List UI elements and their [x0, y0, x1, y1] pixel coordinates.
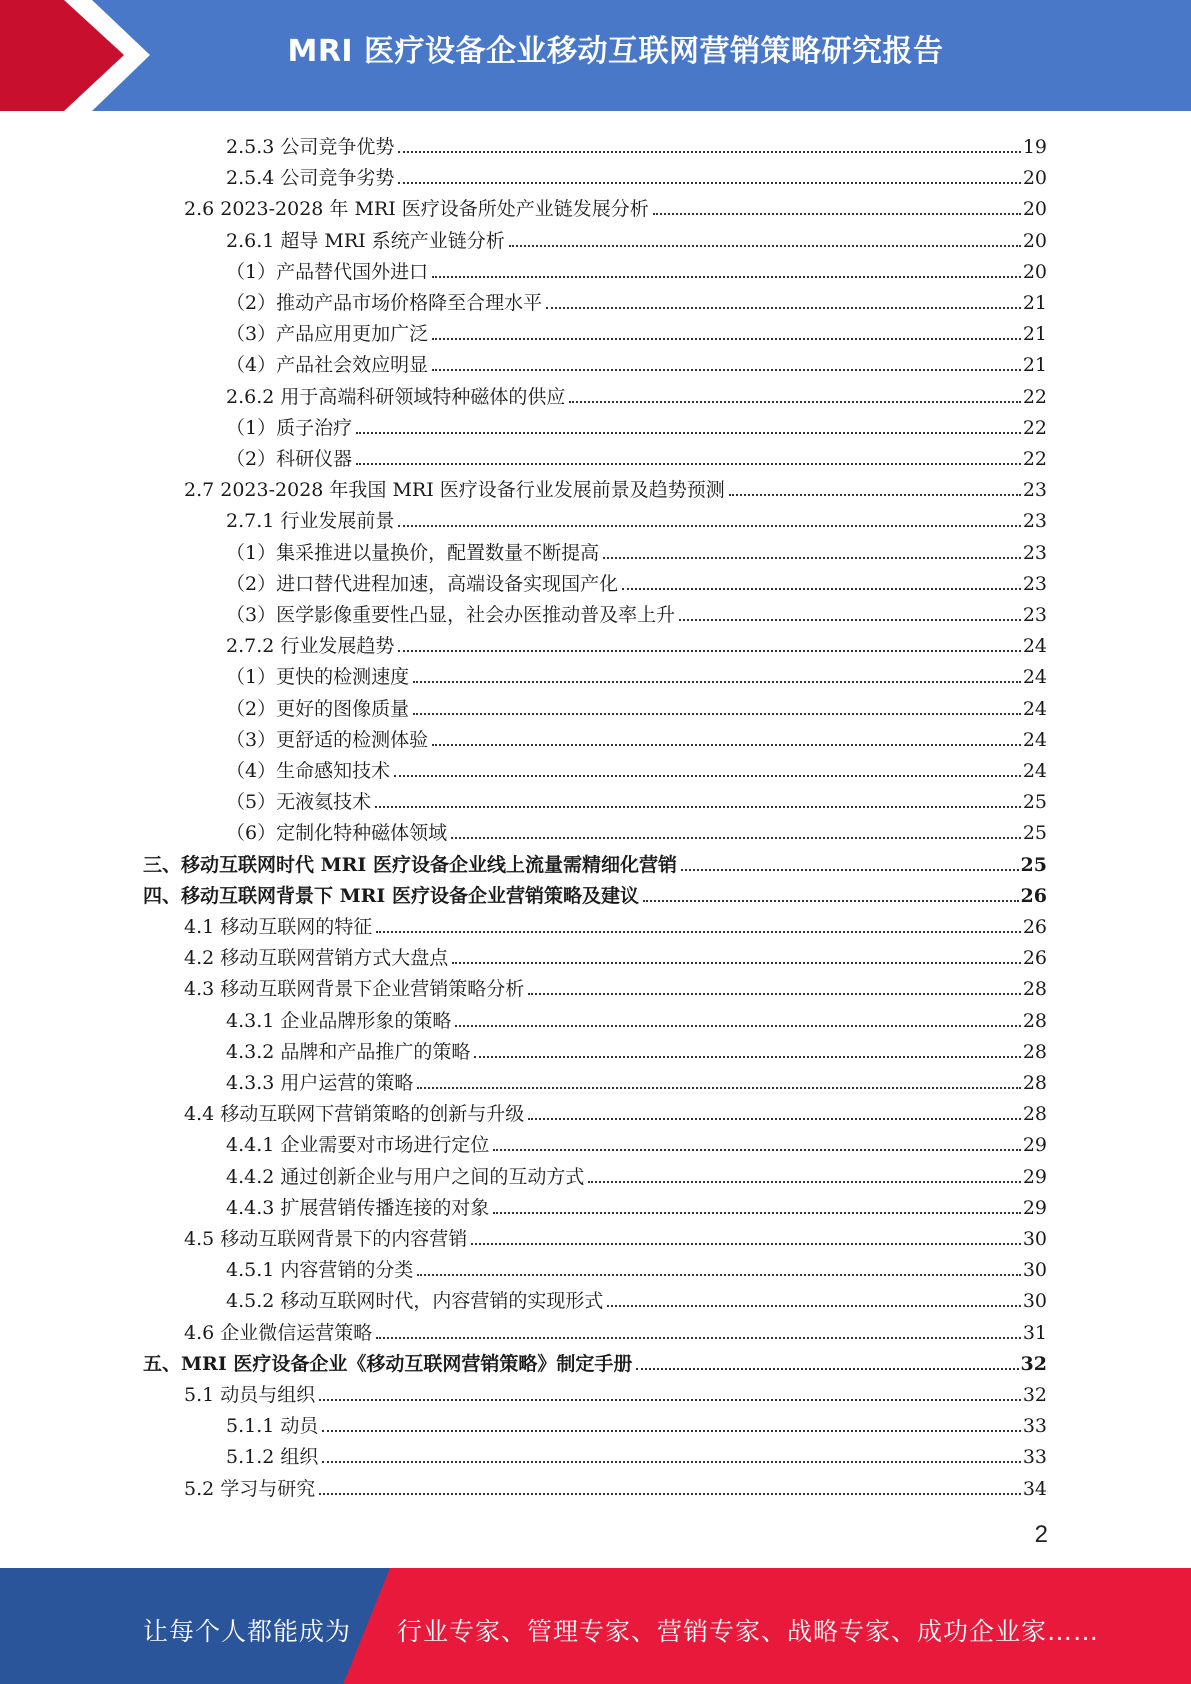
toc-entry-page: 26 — [1022, 947, 1047, 970]
toc-entry-page: 28 — [1022, 1072, 1047, 1094]
toc-dot-leader — [319, 1399, 1021, 1401]
toc-entry[interactable] — [226, 377, 1047, 408]
toc-entry-page: 29 — [1022, 1196, 1047, 1219]
toc-entry[interactable] — [143, 1344, 1047, 1375]
toc-dot-leader — [493, 1149, 1020, 1151]
toc-entry-label: （1）更快的检测速度 — [226, 666, 410, 689]
toc-dot-leader — [398, 650, 1020, 652]
toc-entry[interactable] — [226, 1437, 1047, 1468]
toc-dot-leader — [455, 1025, 1020, 1027]
toc-entry-page: 24 — [1022, 635, 1047, 658]
toc-entry[interactable] — [226, 1032, 1047, 1063]
toc-entry-label: （2）进口替代进程加速，高端设备实现国产化 — [226, 572, 619, 595]
toc-entry[interactable] — [184, 1375, 1047, 1406]
toc-entry-label: （3）更舒适的检测体验 — [226, 728, 429, 751]
toc-entry-page: 23 — [1022, 479, 1047, 502]
toc-dot-leader — [451, 837, 1021, 839]
toc-entry-label: 四、移动互联网背景下 MRI 医疗设备企业营销策略及建议 — [143, 884, 639, 907]
toc-dot-leader — [569, 401, 1020, 403]
toc-entry-label: 4.6 企业微信运营策略 — [184, 1321, 373, 1344]
toc-entry-page: 30 — [1022, 1228, 1047, 1250]
toc-entry[interactable] — [226, 221, 1047, 252]
toc-entry[interactable] — [226, 595, 1047, 626]
toc-entry-page: 22 — [1022, 448, 1047, 470]
toc-entry-page: 23 — [1022, 604, 1047, 626]
toc-entry-page: 22 — [1022, 416, 1047, 439]
toc-entry[interactable] — [184, 189, 1047, 220]
footer-slogan-left: 让每个人都能成为 — [143, 1617, 352, 1646]
toc-dot-leader — [546, 307, 1021, 309]
toc-entry[interactable] — [226, 533, 1047, 564]
toc-entry-label: 4.5.2 移动互联网时代，内容营销的实现形式 — [226, 1290, 604, 1313]
toc-entry-page: 33 — [1022, 1415, 1047, 1438]
toc-entry-label: 4.4.3 扩展营销传播连接的对象 — [226, 1196, 490, 1219]
footer-slogan-right: 行业专家、管理专家、营销专家、战略专家、成功企业家…… — [397, 1617, 1100, 1646]
toc-entry-page: 20 — [1022, 167, 1047, 190]
toc-entry-label: 2.6.2 用于高端科研领域特种磁体的供应 — [226, 385, 566, 408]
toc-entry-page: 22 — [1022, 385, 1047, 408]
toc-entry[interactable] — [184, 1094, 1047, 1125]
toc-dot-leader — [376, 931, 1021, 933]
toc-entry[interactable] — [184, 1469, 1047, 1500]
toc-entry-page: 28 — [1022, 1040, 1047, 1063]
toc-entry-page: 28 — [1022, 978, 1047, 1001]
toc-dot-leader — [681, 869, 1019, 871]
toc-entry-page: 24 — [1022, 728, 1047, 751]
header-banner — [0, 0, 1191, 111]
toc-dot-leader — [528, 993, 1021, 995]
toc-entry-label: 4.4 移动互联网下营销策略的创新与升级 — [184, 1103, 525, 1126]
toc-entry-label: 5.1.1 动员 — [226, 1415, 319, 1438]
toc-entry-page: 23 — [1022, 541, 1047, 564]
toc-dot-leader — [509, 245, 1021, 247]
toc-entry-label: （3）产品应用更加广泛 — [226, 323, 429, 346]
toc-entry-label: 5.1.2 组织 — [226, 1446, 319, 1469]
toc-entry-label: 4.2 移动互联网营销方式大盘点 — [184, 947, 449, 970]
toc-entry[interactable] — [226, 252, 1047, 283]
toc-dot-leader — [398, 151, 1020, 153]
toc-dot-leader — [432, 744, 1021, 746]
toc-dot-leader — [322, 1430, 1020, 1432]
toc-dot-leader — [417, 1087, 1020, 1089]
toc-entry-label: 2.7.2 行业发展趋势 — [226, 635, 395, 658]
toc-entry[interactable] — [184, 1219, 1047, 1250]
toc-entry-page: 32 — [1020, 1352, 1047, 1375]
toc-dot-leader — [413, 713, 1021, 715]
toc-dot-leader — [432, 338, 1021, 340]
toc-entry-label: 4.3.1 企业品牌形象的策略 — [226, 1009, 452, 1032]
toc-entry-label: 2.5.3 公司竞争优势 — [226, 136, 395, 158]
toc-entry[interactable] — [226, 439, 1047, 470]
toc-entry-page: 34 — [1022, 1477, 1047, 1500]
toc-entry[interactable] — [226, 283, 1047, 314]
toc-entry[interactable] — [226, 813, 1047, 844]
toc-entry-label: 五、MRI 医疗设备企业《移动互联网营销策略》制定手册 — [143, 1352, 633, 1375]
toc-entry-label: 4.5 移动互联网背景下的内容营销 — [184, 1228, 468, 1250]
toc-entry[interactable] — [226, 408, 1047, 439]
toc-dot-leader — [432, 369, 1021, 371]
toc-entry-label: （2）科研仪器 — [226, 448, 353, 470]
toc-entry-page: 23 — [1022, 572, 1047, 595]
toc-entry-label: 4.4.1 企业需要对市场进行定位 — [226, 1134, 490, 1157]
toc-dot-leader — [398, 182, 1020, 184]
toc-dot-leader — [679, 619, 1021, 621]
toc-dot-leader — [622, 588, 1021, 590]
toc-dot-leader — [729, 494, 1021, 496]
toc-entry[interactable] — [226, 1063, 1047, 1094]
toc-entry-page: 23 — [1022, 510, 1047, 533]
toc-entry-page: 26 — [1022, 916, 1047, 938]
toc-entry-page: 20 — [1022, 198, 1047, 221]
toc-entry-page: 33 — [1022, 1446, 1047, 1469]
toc-dot-leader — [643, 900, 1019, 902]
toc-entry-page: 26 — [1020, 884, 1047, 907]
toc-entry-label: 4.5.1 内容营销的分类 — [226, 1259, 414, 1282]
toc-entry-label: （4）生命感知技术 — [226, 760, 391, 782]
toc-entry-page: 20 — [1022, 260, 1047, 283]
toc-entry-label: 2.7 2023-2028 年我国 MRI 医疗设备行业发展前景及趋势预测 — [184, 479, 725, 502]
toc-entry-page: 24 — [1022, 760, 1047, 782]
toc-dot-leader — [588, 1181, 1020, 1183]
toc-entry[interactable] — [226, 127, 1047, 158]
toc-dot-leader — [432, 276, 1021, 278]
toc-entry-label: （1）集采推进以量换价，配置数量不断提高 — [226, 541, 600, 564]
toc-entry-page: 21 — [1022, 292, 1047, 314]
toc-dot-leader — [417, 1274, 1020, 1276]
toc-entry-label: （2）推动产品市场价格降至合理水平 — [226, 292, 543, 314]
toc-entry-page: 24 — [1022, 697, 1047, 720]
toc-entry-page: 25 — [1022, 791, 1047, 814]
toc-entry[interactable] — [226, 564, 1047, 595]
toc-entry-page: 29 — [1022, 1165, 1047, 1188]
toc-entry-label: 2.6.1 超导 MRI 系统产业链分析 — [226, 229, 505, 252]
toc-dot-leader — [603, 557, 1021, 559]
toc-entry[interactable] — [143, 845, 1047, 876]
toc-dot-leader — [394, 775, 1021, 777]
toc-entry[interactable] — [226, 657, 1047, 688]
toc-dot-leader — [474, 1056, 1020, 1058]
toc-entry[interactable] — [226, 720, 1047, 751]
toc-entry-label: （4）产品社会效应明显 — [226, 354, 429, 377]
toc-entry-page: 19 — [1022, 136, 1047, 158]
toc-entry-page: 31 — [1022, 1321, 1047, 1344]
toc-dot-leader — [528, 1118, 1021, 1120]
toc-entry-page: 25 — [1020, 853, 1047, 876]
footer-banner — [0, 1568, 1191, 1684]
toc-entry[interactable] — [226, 782, 1047, 813]
toc-entry-label: （5）无液氦技术 — [226, 791, 372, 814]
toc-dot-leader — [653, 213, 1021, 215]
toc-entry[interactable] — [184, 907, 1047, 938]
toc-dot-leader — [471, 1243, 1021, 1245]
toc-entry-label: 4.4.2 通过创新企业与用户之间的互动方式 — [226, 1165, 585, 1188]
toc-dot-leader — [413, 681, 1021, 683]
toc-entry-label: 5.2 学习与研究 — [184, 1477, 316, 1500]
toc-entry[interactable] — [226, 1001, 1047, 1032]
toc-entry[interactable] — [184, 470, 1047, 501]
toc-entry-page: 32 — [1022, 1384, 1047, 1406]
toc-entry[interactable] — [226, 1250, 1047, 1281]
toc-entry[interactable] — [226, 626, 1047, 657]
toc-entry-label: （1）产品替代国外进口 — [226, 260, 429, 283]
toc-entry-label: 4.3 移动互联网背景下企业营销策略分析 — [184, 978, 525, 1001]
toc-dot-leader — [493, 1212, 1020, 1214]
toc-entry-label: 4.3.3 用户运营的策略 — [226, 1072, 414, 1094]
toc-dot-leader — [356, 432, 1021, 434]
toc-entry[interactable] — [143, 876, 1047, 907]
toc-entry[interactable] — [226, 1125, 1047, 1156]
toc-entry-page: 30 — [1022, 1290, 1047, 1313]
toc-dot-leader — [375, 806, 1021, 808]
toc-entry[interactable] — [226, 1281, 1047, 1312]
toc-dot-leader — [636, 1368, 1018, 1370]
toc-entry[interactable] — [226, 314, 1047, 345]
toc-entry[interactable] — [184, 969, 1047, 1000]
toc-entry[interactable] — [226, 1188, 1047, 1219]
toc-entry[interactable] — [226, 345, 1047, 376]
toc-dot-leader — [319, 1493, 1021, 1495]
toc-entry-page: 24 — [1022, 666, 1047, 689]
toc-entry-label: 4.3.2 品牌和产品推广的策略 — [226, 1040, 471, 1063]
toc-entry-label: 2.5.4 公司竞争劣势 — [226, 167, 395, 190]
toc-entry-label: 2.7.1 行业发展前景 — [226, 510, 395, 533]
toc-entry[interactable] — [226, 1406, 1047, 1437]
toc-entry-label: 2.6 2023-2028 年 MRI 医疗设备所处产业链发展分析 — [184, 198, 649, 221]
toc-dot-leader — [607, 1305, 1020, 1307]
toc-entry-page: 20 — [1022, 229, 1047, 252]
toc-entry-label: （1）质子治疗 — [226, 416, 353, 439]
toc-entry[interactable] — [226, 751, 1047, 782]
toc-entry[interactable] — [226, 501, 1047, 532]
toc-entry[interactable] — [226, 689, 1047, 720]
toc-entry[interactable] — [226, 158, 1047, 189]
toc-entry[interactable] — [184, 938, 1047, 969]
page-number: 2 — [1034, 1521, 1048, 1548]
toc-entry-label: （3）医学影像重要性凸显，社会办医推动普及率上升 — [226, 604, 676, 626]
toc-entry-page: 29 — [1022, 1134, 1047, 1157]
toc-dot-leader — [322, 1461, 1020, 1463]
toc-entry-label: 三、移动互联网时代 MRI 医疗设备企业线上流量需精细化营销 — [143, 853, 677, 876]
toc-entry-page: 28 — [1022, 1103, 1047, 1126]
toc-entry-label: （6）定制化特种磁体领域 — [226, 822, 448, 845]
toc-entry-label: 4.1 移动互联网的特征 — [184, 916, 373, 938]
toc-entry[interactable] — [184, 1313, 1047, 1344]
toc-entry-page: 21 — [1022, 354, 1047, 377]
toc-entry-page: 21 — [1022, 323, 1047, 346]
toc-entry-label: （2）更好的图像质量 — [226, 697, 410, 720]
toc-entry-page: 30 — [1022, 1259, 1047, 1282]
toc-dot-leader — [398, 525, 1020, 527]
toc-entry[interactable] — [226, 1157, 1047, 1188]
toc-dot-leader — [356, 463, 1021, 465]
toc-entry-label: 5.1 动员与组织 — [184, 1384, 316, 1406]
toc-entry-page: 25 — [1022, 822, 1047, 845]
report-title: MRI 医疗设备企业移动互联网营销策略研究报告 — [287, 34, 944, 69]
toc-dot-leader — [452, 962, 1021, 964]
toc-dot-leader — [376, 1337, 1021, 1339]
toc-entry-page: 28 — [1022, 1009, 1047, 1032]
